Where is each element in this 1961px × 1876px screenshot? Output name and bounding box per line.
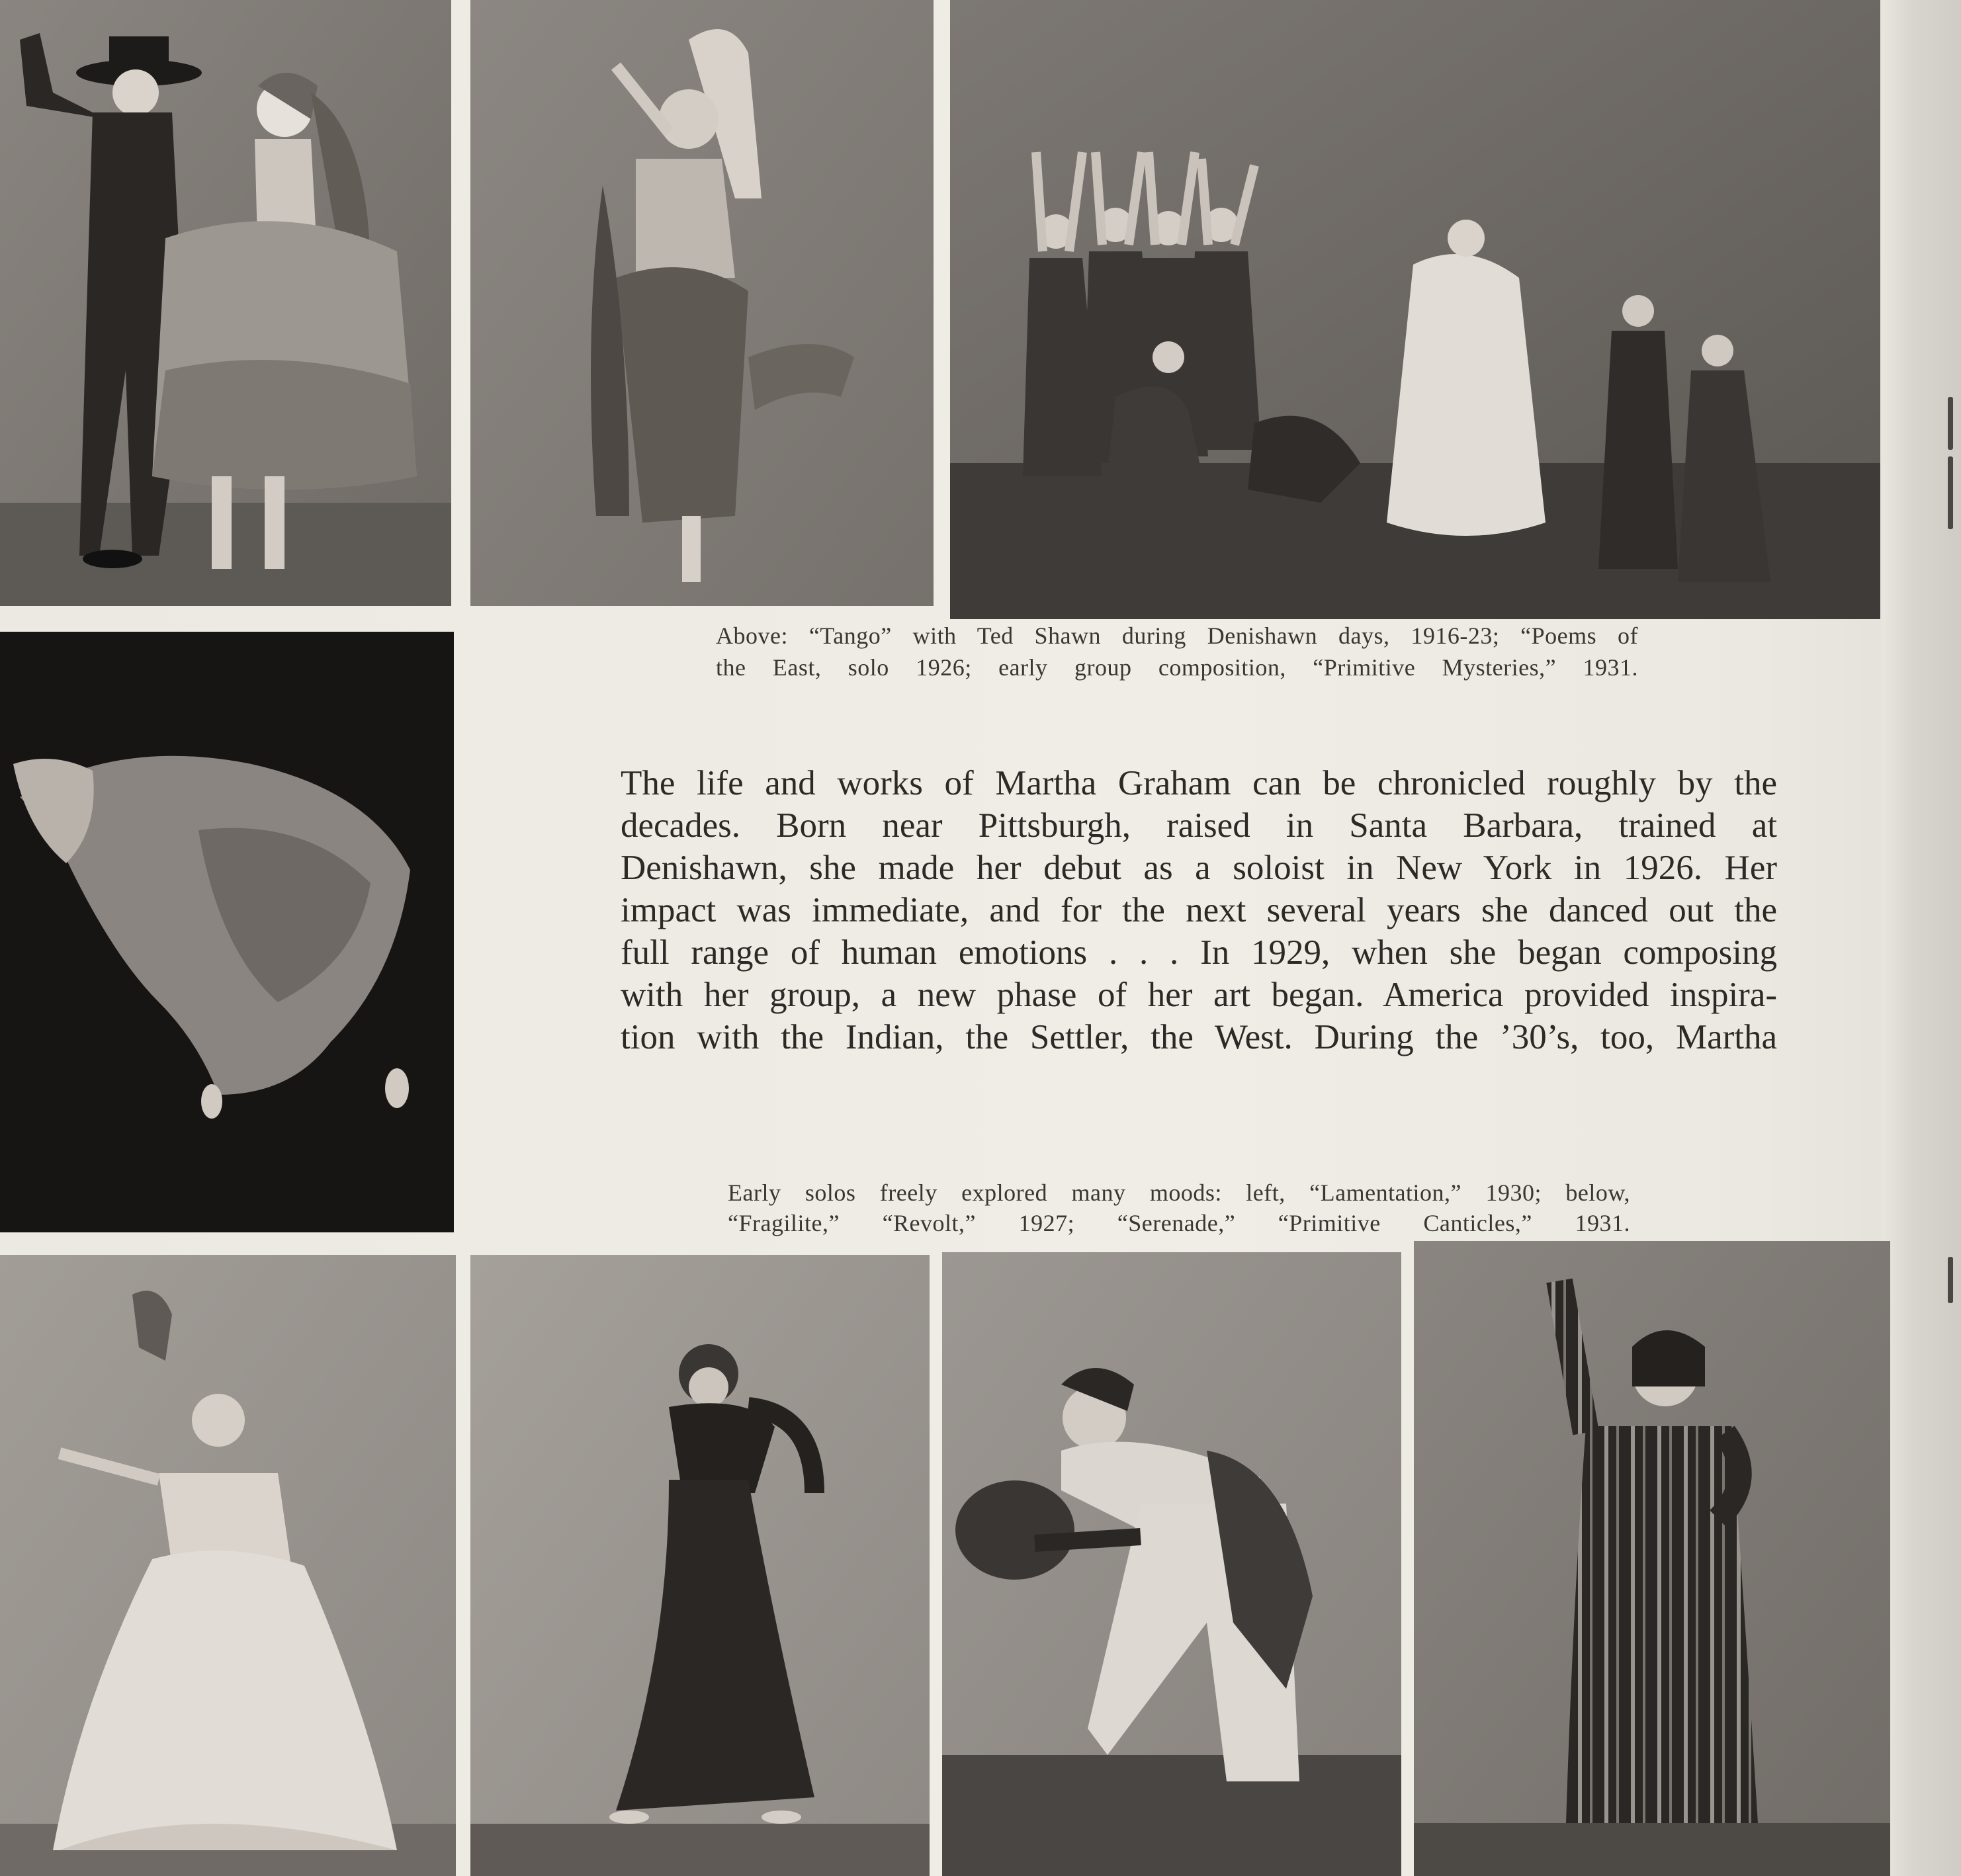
body-line: full range of human emotions . . . In 1929, when she began composing <box>621 933 1777 972</box>
photo-tango <box>0 0 451 606</box>
page-fold-edge <box>1882 0 1961 1876</box>
body-line: tion with the Indian, the Settler, the West. During the ’30’s, too, Martha <box>621 1018 1777 1056</box>
caption-below-line-1: Early solos freely explored many moods: left, “Lamentation,” 1930; below, <box>728 1179 1630 1206</box>
photo-primitive-mysteries <box>950 0 1880 619</box>
caption-below-line-2: “Fragilite,” “Revolt,” 1927; “Serenade,” “Primitive Canticles,” 1931. <box>728 1210 1630 1236</box>
photo-poems-of-the-east <box>470 0 934 606</box>
photo-revolt <box>470 1255 930 1876</box>
caption-above <box>716 620 1638 683</box>
caption-below <box>728 1177 1630 1238</box>
photo-serenade <box>942 1252 1401 1876</box>
primitive-canticles-image <box>1414 1241 1890 1876</box>
edge-mark <box>1948 456 1953 529</box>
edge-mark <box>1948 397 1953 450</box>
caption-above-line-1: Above: “Tango” with Ted Shawn during Denishawn days, 1916-23; “Poems of <box>716 622 1638 649</box>
body-line: Denishawn, she made her debut as a soloist in New York in 1926. Her <box>621 849 1777 887</box>
body-line: The life and works of Martha Graham can be chronicled roughly by the <box>621 764 1777 802</box>
lamentation-image <box>0 632 454 1232</box>
photo-fragilite <box>0 1255 456 1876</box>
tango-image <box>0 0 451 606</box>
body-line: decades. Born near Pittsburgh, raised in Santa Barbara, trained at <box>621 806 1777 845</box>
fragilite-image <box>0 1255 456 1876</box>
edge-mark <box>1948 1257 1953 1303</box>
primitive-mysteries-image <box>950 0 1880 619</box>
body-line: impact was immediate, and for the next several years she danced out the <box>621 891 1777 929</box>
caption-above-line-2: the East, solo 1926; early group composition, “Primitive Mysteries,” 1931. <box>716 654 1638 681</box>
body-line: with her group, a new phase of her art began. America provided inspira- <box>621 976 1777 1014</box>
revolt-image <box>470 1255 930 1876</box>
poems-image <box>470 0 934 606</box>
photo-lamentation <box>0 632 454 1232</box>
photo-primitive-canticles <box>1414 1241 1890 1876</box>
serenade-image <box>942 1252 1401 1876</box>
body-paragraph <box>621 762 1777 1058</box>
